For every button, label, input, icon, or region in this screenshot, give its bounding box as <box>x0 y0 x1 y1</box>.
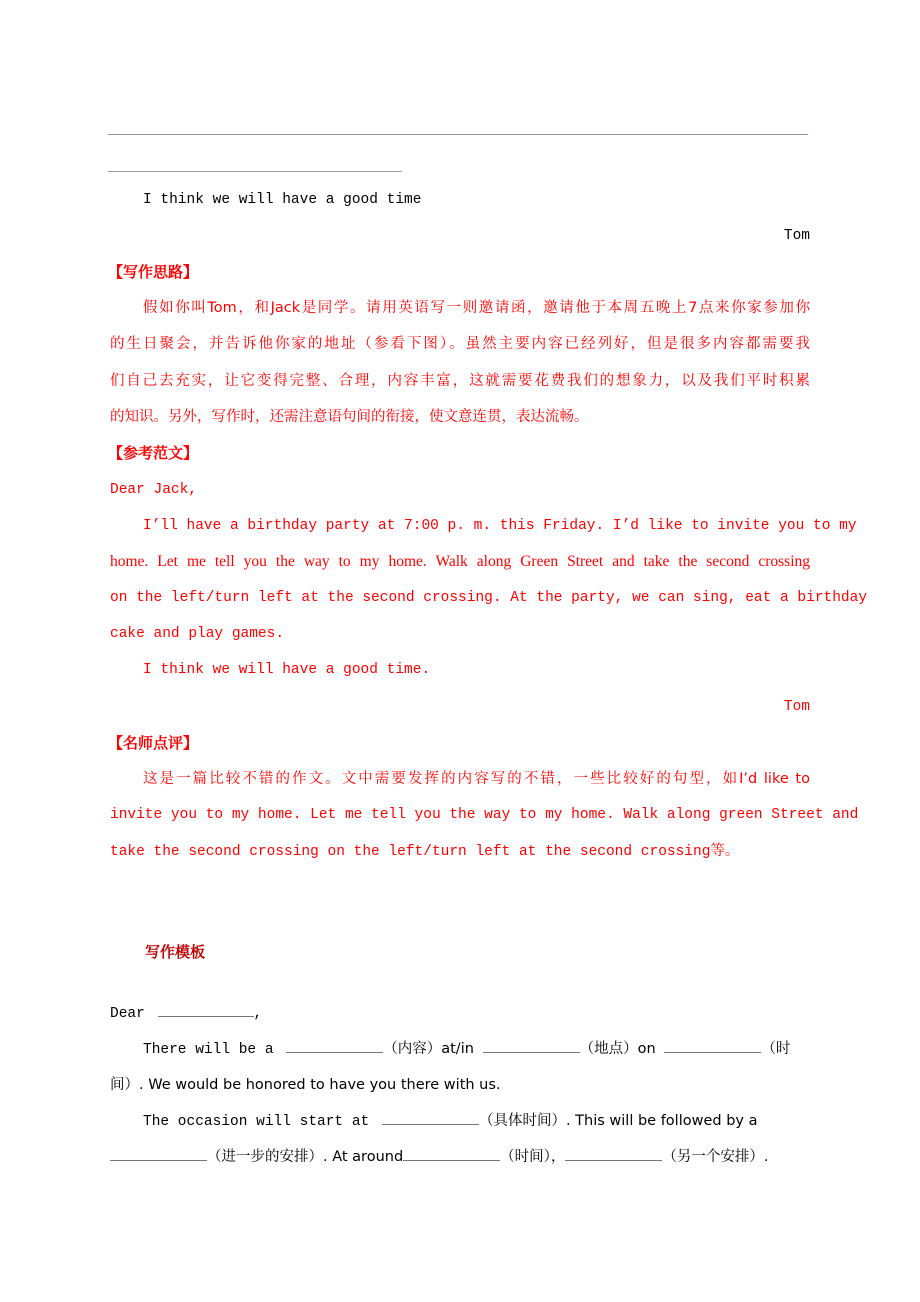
sample-essay-line-3: on the left/turn left at the second crossing. At the party, we can sing, eat a birthday <box>110 590 868 606</box>
writing-approach-heading: 【写作思路】 <box>108 263 199 281</box>
sample-essay-signature: Tom <box>783 699 810 715</box>
template-line-4-hint1: （进一步的安排）. At around <box>207 1149 404 1165</box>
blank-around-time[interactable] <box>403 1146 500 1161</box>
fragment-closing-line: I think we will have a good time <box>143 192 422 208</box>
teacher-comment-line-1: 这是一篇比较不错的作文。文中需要发挥的内容写的不错，一些比较好的句型，如I’d like to <box>143 771 810 787</box>
template-line-1-hint3: （时 <box>761 1041 791 1057</box>
writing-line-1 <box>108 134 808 135</box>
template-line-4-hint3: （另一个安排）. <box>662 1149 769 1165</box>
template-line-3-part1: The occasion will start at <box>143 1114 370 1130</box>
template-line-3-hint1: （具体时间）. This will be followed by a <box>478 1113 758 1129</box>
fragment-signature: Tom <box>783 228 810 244</box>
template-line-2: 间）. We would be honored to have you there with us. <box>110 1077 501 1093</box>
blank-start-time[interactable] <box>382 1110 479 1125</box>
sample-essay-line-2: home. Let me tell you the way to my home. Walk along Green Street and take the second crossing <box>110 553 810 570</box>
template-line-3 <box>110 1110 810 1132</box>
sample-essay-line-1: I’ll have a birthday party at 7:00 p. m. this Friday. I’d like to invite you to my <box>143 518 857 534</box>
teacher-comment-line-2: invite you to my home. Let me tell you the way to my home. Walk along green Street and <box>110 807 859 823</box>
sample-essay-salutation: Dear Jack, <box>110 482 198 498</box>
template-salutation <box>110 1002 810 1024</box>
writing-line-2 <box>108 171 402 172</box>
blank-recipient[interactable] <box>158 1002 254 1017</box>
writing-template-title: 写作模板 <box>145 943 206 961</box>
blank-another-arrangement[interactable] <box>565 1146 662 1161</box>
sample-essay-closing-line: I think we will have a good time. <box>143 662 431 678</box>
blank-content[interactable] <box>286 1038 383 1053</box>
sample-essay-heading: 【参考范文】 <box>108 444 199 462</box>
template-salutation-suffix: , <box>253 1006 263 1022</box>
template-line-1 <box>110 1038 810 1060</box>
teacher-comment-line-3: take the second crossing on the left/turn left at the second crossing等。 <box>110 844 740 860</box>
writing-approach-line-1: 假如你叫Tom，和Jack是同学。请用英语写一则邀请函，邀请他于本周五晚上7点来你家参加你 <box>143 300 810 316</box>
blank-place[interactable] <box>483 1038 580 1053</box>
template-line-1-hint2: （地点）on <box>579 1041 656 1057</box>
template-line-1-part1: There will be a <box>143 1042 274 1058</box>
blank-further-arrangement[interactable] <box>110 1146 207 1161</box>
writing-approach-line-3: 们自己去充实，让它变得完整、合理，内容丰富，这就需要花费我们的想象力，以及我们平时积累 <box>110 373 810 389</box>
template-line-1-hint1: （内容）at/in <box>383 1041 474 1057</box>
writing-approach-line-4: 的知识。另外，写作时，还需注意语句间的衔接，使文意连贯，表达流畅。 <box>110 409 589 425</box>
sample-essay-line-4: cake and play games. <box>110 626 285 642</box>
template-line-4 <box>110 1146 810 1168</box>
blank-time[interactable] <box>664 1038 761 1053</box>
teacher-comment-heading: 【名师点评】 <box>108 734 199 752</box>
template-salutation-prefix: Dear <box>110 1006 145 1022</box>
writing-approach-line-2: 的生日聚会，并告诉他你家的地址（参看下图）。虽然主要内容已经列好，但是很多内容都需要我 <box>110 336 810 352</box>
template-line-4-hint2: （时间）， <box>500 1149 566 1165</box>
